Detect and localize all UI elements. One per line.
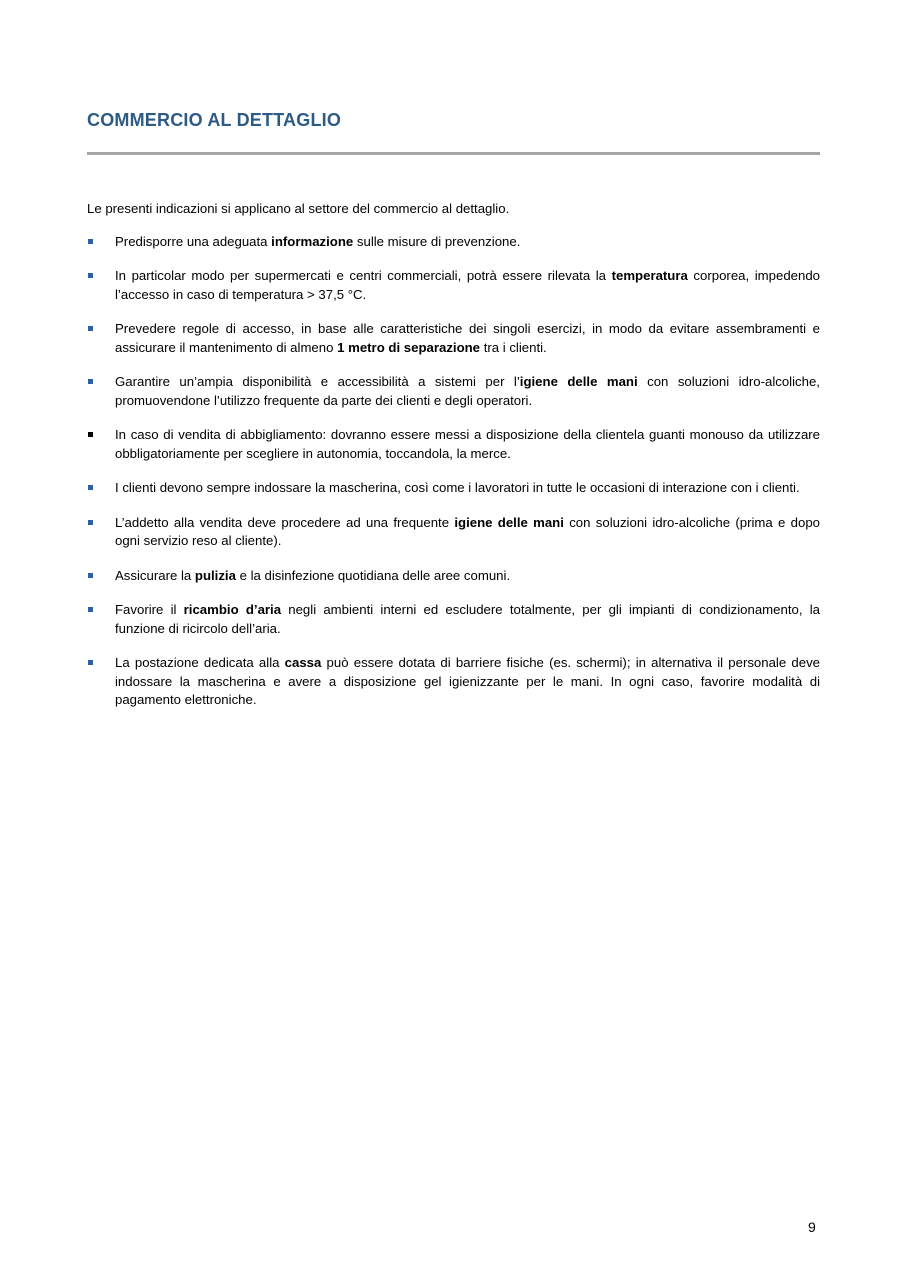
list-item (87, 514, 820, 551)
item-text: con soluzioni idro-alcoliche, promuovendone l’utilizzo frequente da parte dei clienti e degli operatori. (115, 374, 820, 408)
item-text: Assicurare la (115, 567, 195, 583)
list-item (87, 426, 820, 463)
emphasis-text: pulizia (194, 567, 236, 583)
square-bullet-icon (88, 573, 93, 578)
item-text: corporea, impedendo l’accesso in caso di temperatura > 37,5 °C. (115, 268, 820, 302)
item-text: Prevedere regole di accesso, in base alle caratteristiche dei singoli esercizi, in modo da evitare assembramenti e assicurare il mantenimento di almeno (115, 321, 820, 355)
item-text: Favorire il (115, 602, 184, 617)
square-bullet-icon (88, 239, 93, 244)
guidelines-list (87, 233, 820, 710)
emphasis-text: cassa (284, 655, 322, 670)
list-item (87, 654, 820, 710)
emphasis-text: igiene delle mani (454, 514, 564, 530)
list-item (87, 601, 820, 638)
square-bullet-icon (88, 485, 93, 490)
list-item (87, 373, 820, 410)
title-divider (87, 152, 820, 155)
item-text: sulle misure di prevenzione. (353, 233, 521, 249)
item-text: In particolar modo per supermercati e centri commerciali, potrà essere rilevata la (115, 268, 612, 283)
item-text: tra i clienti. (480, 339, 547, 355)
emphasis-text: temperatura (611, 268, 688, 283)
item-text: L’addetto alla vendita deve procedere ad una frequente (115, 514, 455, 530)
list-item (87, 233, 820, 252)
square-bullet-icon (88, 432, 93, 437)
square-bullet-icon (88, 607, 93, 612)
item-text: Predisporre una adeguata (115, 233, 272, 249)
emphasis-text: 1 metro di separazione (337, 339, 481, 355)
square-bullet-icon (88, 326, 93, 331)
item-text: con soluzioni idro-alcoliche (prima e dopo ogni servizio reso al cliente). (115, 514, 821, 548)
list-item (87, 567, 820, 586)
item-text: può essere dotata di barriere fisiche (es. schermi); in alternativa il personale deve indossare la mascherina e avere a disposizione gel igienizzante per le mani. In ogni caso, favorire modalità di pagamento elettroniche. (115, 655, 820, 707)
emphasis-text: informazione (271, 233, 354, 249)
section-content (87, 200, 820, 726)
list-item (87, 267, 820, 304)
item-text: e la disinfezione quotidiana delle aree comuni. (235, 567, 511, 583)
item-text: La postazione dedicata alla (115, 655, 285, 670)
item-text: negli ambienti interni ed escludere totalmente, per gli impianti di condizionamento, la funzione di ricircolo dell’aria. (115, 602, 820, 636)
emphasis-text: igiene delle mani (519, 374, 638, 389)
emphasis-text: ricambio d’aria (183, 602, 282, 617)
square-bullet-icon (88, 520, 93, 525)
intro-paragraph: Le presenti indicazioni si applicano al settore del commercio al dettaglio. (87, 201, 510, 216)
page-number: 9 (808, 1219, 816, 1235)
item-text: I clienti devono sempre indossare la mascherina, così come i lavoratori in tutte le occasioni di interazione con i clienti. (115, 480, 800, 495)
item-text: In caso di vendita di abbigliamento: dovranno essere messi a disposizione della clientela guanti monouso da utilizzare obbligatoriamente per scegliere in autonomia, toccandola, la merce. (115, 427, 820, 461)
list-item (87, 320, 820, 357)
square-bullet-icon (88, 660, 93, 665)
item-text: Garantire un’ampia disponibilità e accessibilità a sistemi per l’ (115, 374, 520, 389)
list-item (87, 479, 820, 498)
square-bullet-icon (88, 273, 93, 278)
section-title: COMMERCIO AL DETTAGLIO (87, 110, 342, 130)
square-bullet-icon (88, 379, 93, 384)
